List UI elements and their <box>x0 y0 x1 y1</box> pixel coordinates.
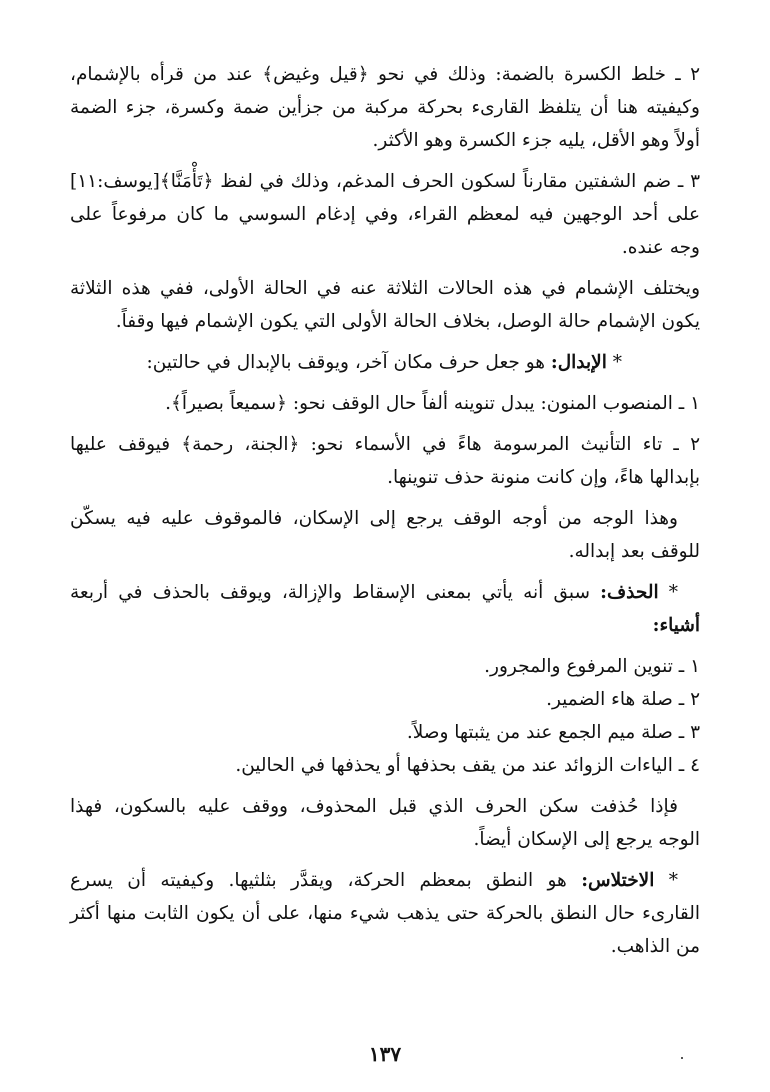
paragraph-hadhf-definition <box>70 576 700 642</box>
definition-text: هو جعل حرف مكان آخر، ويوقف بالإبدال في حالتين: <box>146 352 551 373</box>
text-line: ٣ ـ ضم الشفتين مقارناً لسكون الحرف المدغم، وذلك في لفظ ﴿تَأْمَنَّا﴾[يوسف:١١] <box>70 171 700 192</box>
text-line: يكون الإشمام حالة الوصل، بخلاف الحالة الأولى التي يكون الإشمام فيها وقفاً. <box>115 311 700 332</box>
list-item: ٣ ـ صلة ميم الجمع عند من يثبتها وصلاً. <box>406 722 700 743</box>
term-ibdal: الإبدال: <box>550 352 607 373</box>
text-line: بإبدالها هاءً، وإن كانت منونة حذف تنوينها. <box>387 467 700 488</box>
text-line: وهذا الوجه من أوجه الوقف يرجع إلى الإسكان، فالموقوف عليه فيه يسكّن <box>70 508 678 529</box>
text-line: الوجه يرجع إلى الإسكان أيضاً. <box>473 829 700 850</box>
paragraph-ibdal-definition <box>70 346 700 379</box>
text-line: وكيفيته هنا أن يتلفظ القارىء بحركة مركبة من جزأين ضمة وكسرة، جزء الضمة <box>70 97 700 118</box>
definition-text: سبق أنه يأتي بمعنى الإسقاط والإزالة، ويوقف بالحذف في أربعة <box>70 582 601 603</box>
bullet-star: * <box>654 870 678 891</box>
paragraph-mixing-kasra-damma <box>70 58 700 157</box>
text-line: وجه عنده. <box>621 237 700 258</box>
paragraph-ikhtilas-definition <box>70 864 700 963</box>
term-hadhf: الحذف: <box>600 582 659 603</box>
text-line: ويختلف الإشمام في هذه الحالات الثلاثة عنه في الحالة الأولى، ففي هذه الثلاثة <box>70 278 700 299</box>
text-line: من الذاهب. <box>610 936 700 957</box>
text-line: ٢ ـ تاء التأنيث المرسومة هاءً في الأسماء نحو: ﴿الجنة، رحمة﴾ فيوقف عليها <box>70 434 700 455</box>
text-line: على أحد الوجهين فيه لمعظم القراء، وفي إدغام السوسي ما كان مرفوعاً على <box>70 204 700 225</box>
bullet-star: * <box>658 582 678 603</box>
bullet-star: * <box>606 352 622 373</box>
print-speck <box>681 1057 683 1059</box>
list-item: ١ ـ تنوين المرفوع والمجرور. <box>484 656 700 677</box>
text-line: ٢ ـ خلط الكسرة بالضمة: وذلك في نحو ﴿قيل وغيض﴾ عند من قرأه بالإشمام، <box>70 64 700 85</box>
text-line: للوقف بعد إبداله. <box>568 541 700 562</box>
text-line: أشياء: <box>652 615 700 636</box>
hadhf-list <box>70 650 700 782</box>
text-line: ١ ـ المنصوب المنون: يبدل تنوينه ألفاً حال الوقف نحو: ﴿سميعاً بصيراً﴾. <box>165 393 700 414</box>
definition-text: هو النطق بمعظم الحركة، ويقدَّر بثلثيها. وكيفيته أن يسرع <box>70 870 582 891</box>
paragraph-ishmam-difference <box>70 272 700 338</box>
list-item: ٤ ـ الياءات الزوائد عند من يقف بحذفها أو يحذفها في الحالين. <box>235 755 700 776</box>
term-ikhtilas: الاختلاس: <box>581 870 655 891</box>
paragraph-ibdal-note <box>70 502 700 568</box>
text-line: فإذا حُذفت سكن الحرف الذي قبل المحذوف، ووقف عليه بالسكون، فهذا <box>70 796 678 817</box>
paragraph-ta-marbuta <box>70 428 700 494</box>
text-line <box>70 576 700 609</box>
paragraph-mansub-munawwan <box>70 387 700 420</box>
page-number: ١٣٧ <box>368 1042 402 1066</box>
text-line: أولاً وهو الأقل، يليه جزء الكسرة وهو الأكثر. <box>372 130 700 151</box>
page-body <box>70 58 700 971</box>
text-line: القارىء حال النطق بالحركة حتى يذهب شيء منها، على أن يكون الثابت منها أكثر <box>70 903 700 924</box>
paragraph-hadhf-note <box>70 790 700 856</box>
list-item: ٢ ـ صلة هاء الضمير. <box>546 689 700 710</box>
text-line <box>70 346 622 379</box>
text-line <box>70 864 700 897</box>
paragraph-lip-rounding <box>70 165 700 264</box>
